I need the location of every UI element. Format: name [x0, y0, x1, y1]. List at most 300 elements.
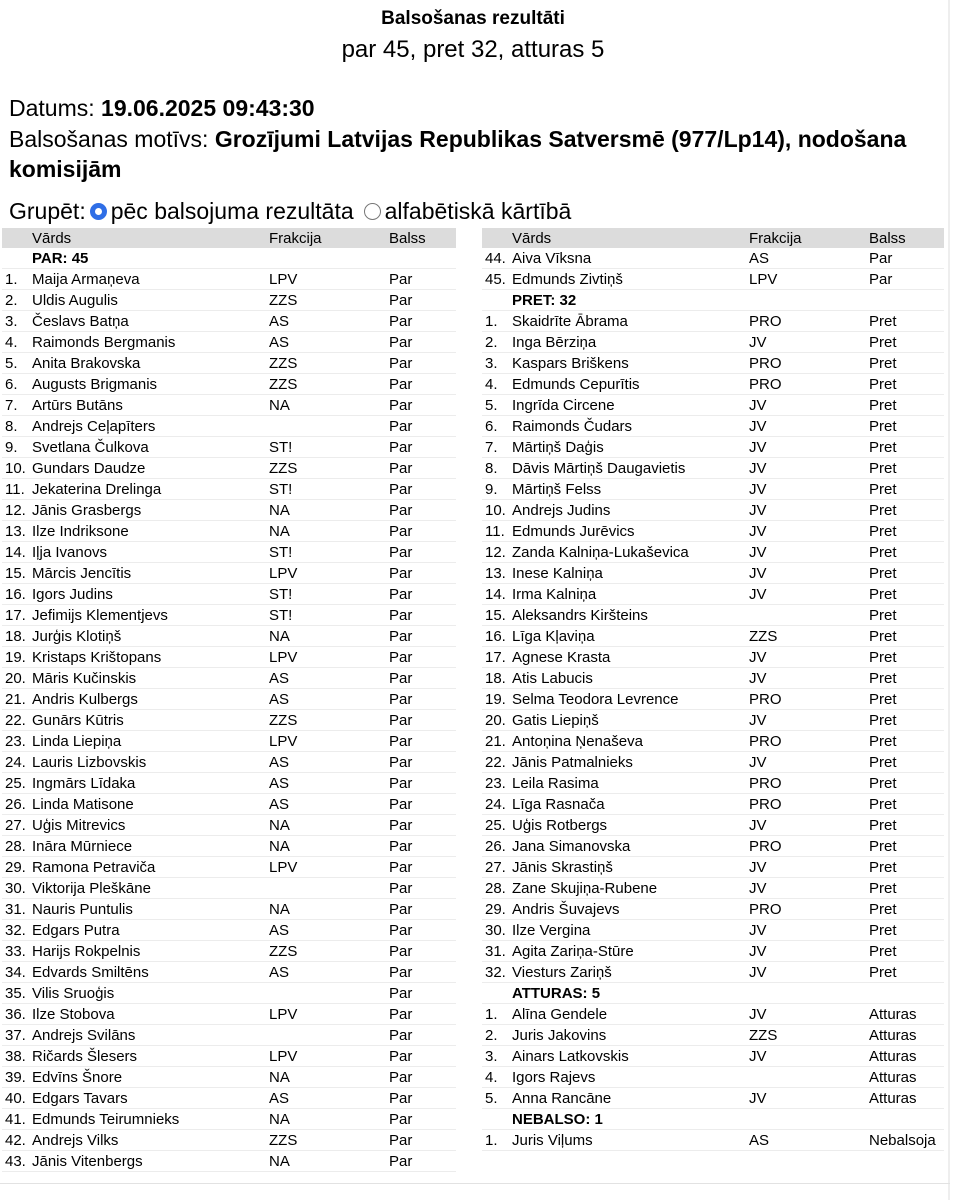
deputy-vote: Atturas: [869, 1069, 917, 1086]
date-value: 19.06.2025 09:43:30: [101, 95, 315, 121]
deputy-name: Skaidrīte Ābrama: [512, 313, 628, 330]
deputy-vote: Par: [389, 796, 413, 813]
deputy-name: Zane Skujiņa-Rubene: [512, 880, 658, 897]
deputy-name: Edmunds Cepurītis: [512, 376, 640, 393]
result-summary: par 45, pret 32, atturas 5: [341, 36, 605, 63]
deputy-faction: JV: [749, 586, 767, 603]
deputy-faction: JV: [749, 1090, 767, 1107]
row-number: 4.: [485, 376, 498, 393]
table-row: [482, 878, 944, 899]
group-heading: [482, 983, 944, 1004]
row-number: 44.: [485, 250, 506, 267]
deputy-faction: ZZS: [269, 712, 298, 729]
deputy-name: Igors Rajevs: [512, 1069, 596, 1086]
table-row: [2, 332, 456, 353]
table-row: [2, 773, 456, 794]
row-number: 19.: [485, 691, 506, 708]
row-number: 27.: [485, 859, 506, 876]
deputy-name: Atis Labucis: [512, 670, 593, 687]
deputy-name: Gundars Daudze: [32, 460, 146, 477]
table-row: [2, 1151, 456, 1172]
deputy-name: Maija Armaņeva: [32, 271, 140, 288]
deputy-name: Ilze Indriksone: [32, 523, 129, 540]
deputy-name: Andrejs Vilks: [32, 1132, 119, 1149]
row-number: 3.: [485, 355, 498, 372]
deputy-name: Uģis Mitrevics: [32, 817, 126, 834]
deputy-name: Raimonds Čudars: [512, 418, 633, 435]
table-row: [2, 836, 456, 857]
motive-label: Balsošanas motīvs:: [9, 126, 209, 152]
deputy-faction: AS: [269, 334, 290, 351]
table-row: [482, 899, 944, 920]
deputy-name: Inga Bērziņa: [512, 334, 597, 351]
group-heading: [2, 248, 456, 269]
deputy-vote: Pret: [869, 628, 897, 645]
deputy-name: Nauris Puntulis: [32, 901, 133, 918]
deputy-vote: Par: [389, 943, 413, 960]
deputy-name: Dāvis Mārtiņš Daugavietis: [512, 460, 686, 477]
deputy-name: Zanda Kalniņa-Lukaševica: [512, 544, 689, 561]
table-row: [2, 731, 456, 752]
row-number: 14.: [5, 544, 26, 561]
deputy-vote: Par: [389, 1006, 413, 1023]
deputy-name: Irma Kalniņa: [512, 586, 597, 603]
deputy-vote: Pret: [869, 523, 897, 540]
row-number: 24.: [485, 796, 506, 813]
deputy-name: Jana Simanovska: [512, 838, 631, 855]
deputy-vote: Pret: [869, 565, 897, 582]
row-number: 21.: [5, 691, 26, 708]
deputy-vote: Par: [389, 775, 413, 792]
deputy-faction: AS: [269, 754, 290, 771]
row-number: 11.: [485, 523, 505, 540]
deputy-faction: JV: [749, 964, 767, 981]
deputy-vote: Par: [389, 985, 413, 1002]
deputy-vote: Par: [389, 754, 413, 771]
deputy-faction: ZZS: [269, 292, 298, 309]
deputy-vote: Atturas: [869, 1090, 917, 1107]
deputy-faction: AS: [269, 1090, 290, 1107]
deputy-name: Vilis Sruoģis: [32, 985, 115, 1002]
deputy-name: Linda Matisone: [32, 796, 134, 813]
table-row: [2, 269, 456, 290]
radio-alphabetical-label[interactable]: alfabētiskā kārtībā: [384, 198, 572, 224]
deputy-name: Viesturs Zariņš: [512, 964, 612, 981]
group-label: Grupēt:: [9, 198, 86, 224]
deputy-faction: JV: [749, 859, 767, 876]
deputy-vote: Par: [389, 607, 413, 624]
deputy-vote: Pret: [869, 796, 897, 813]
deputy-vote: Par: [389, 292, 413, 309]
row-number: 16.: [5, 586, 26, 603]
table-row: [482, 332, 944, 353]
table-row: [2, 500, 456, 521]
column-header-name: Vārds: [512, 230, 552, 247]
deputy-faction: ZZS: [269, 1132, 298, 1149]
row-number: 17.: [5, 607, 26, 624]
deputy-faction: PRO: [749, 691, 782, 708]
deputy-vote: Atturas: [869, 1048, 917, 1065]
deputy-vote: Par: [389, 355, 413, 372]
table-row: [2, 437, 456, 458]
row-number: 33.: [5, 943, 26, 960]
table-row: [482, 752, 944, 773]
row-number: 9.: [485, 481, 498, 498]
table-row: [482, 269, 944, 290]
row-number: 2.: [485, 334, 498, 351]
deputy-vote: Par: [389, 565, 413, 582]
table-row: [482, 605, 944, 626]
table-row: [2, 584, 456, 605]
deputy-name: Juris Jakovins: [512, 1027, 607, 1044]
deputy-vote: Par: [389, 1069, 413, 1086]
row-number: 20.: [485, 712, 506, 729]
deputy-vote: Pret: [869, 880, 897, 897]
table-row: [482, 458, 944, 479]
column-header-name: Vārds: [32, 230, 72, 247]
deputy-faction: LPV: [269, 1006, 298, 1023]
deputy-faction: ZZS: [269, 943, 298, 960]
date-line: [9, 93, 315, 123]
deputy-faction: JV: [749, 670, 767, 687]
table-row: [2, 899, 456, 920]
deputy-name: Edmunds Zivtiņš: [512, 271, 623, 288]
group-heading: [482, 1109, 944, 1130]
row-number: 25.: [485, 817, 506, 834]
table-row: [2, 1088, 456, 1109]
deputy-name: Andris Šuvajevs: [512, 901, 620, 918]
group-title: ATTURAS: 5: [512, 985, 601, 1002]
row-number: 26.: [5, 796, 26, 813]
deputy-vote: Pret: [869, 859, 897, 876]
deputy-faction: NA: [269, 628, 290, 645]
table-row: [482, 500, 944, 521]
table-row: [2, 416, 456, 437]
deputy-name: Mārtiņš Felss: [512, 481, 602, 498]
deputy-faction: AS: [269, 922, 290, 939]
deputy-name: Harijs Rokpelnis: [32, 943, 141, 960]
deputy-vote: Par: [389, 397, 413, 414]
table-row: [482, 941, 944, 962]
date-label: Datums:: [9, 95, 95, 121]
table-row: [2, 395, 456, 416]
deputy-vote: Pret: [869, 754, 897, 771]
deputy-vote: Pret: [869, 439, 897, 456]
row-number: 4.: [5, 334, 18, 351]
table-row: [482, 584, 944, 605]
deputy-name: Igors Judins: [32, 586, 113, 603]
deputy-faction: JV: [749, 334, 767, 351]
motive-line: [9, 124, 909, 184]
deputy-name: Leila Rasima: [512, 775, 599, 792]
deputy-name: Māris Kučinskis: [32, 670, 137, 687]
deputy-vote: Par: [389, 1048, 413, 1065]
deputy-name: Kristaps Krištopans: [32, 649, 162, 666]
deputy-name: Jānis Skrastiņš: [512, 859, 613, 876]
row-number: 25.: [5, 775, 26, 792]
deputy-faction: JV: [749, 502, 767, 519]
table-row: [2, 1004, 456, 1025]
deputy-vote: Pret: [869, 670, 897, 687]
deputy-vote: Pret: [869, 586, 897, 603]
table-header: [2, 228, 456, 248]
deputy-vote: Pret: [869, 397, 897, 414]
deputy-faction: JV: [749, 1048, 767, 1065]
table-row: [2, 941, 456, 962]
deputy-name: Viktorija Pleškāne: [32, 880, 151, 897]
deputy-name: Anita Brakovska: [32, 355, 141, 372]
deputy-name: Aiva Vīksna: [512, 250, 592, 267]
deputy-faction: PRO: [749, 901, 782, 918]
deputy-name: Ilze Stobova: [32, 1006, 115, 1023]
table-row: [2, 1109, 456, 1130]
deputy-name: Jānis Vitenbergs: [32, 1153, 143, 1170]
deputy-faction: JV: [749, 439, 767, 456]
table-row: [2, 668, 456, 689]
deputy-vote: Pret: [869, 502, 897, 519]
deputy-faction: NA: [269, 502, 290, 519]
table-row: [482, 836, 944, 857]
deputy-vote: Par: [389, 1111, 413, 1128]
deputy-name: Jurģis Klotiņš: [32, 628, 122, 645]
deputy-name: Ainars Latkovskis: [512, 1048, 629, 1065]
table-row: [482, 542, 944, 563]
row-number: 16.: [485, 628, 506, 645]
deputy-faction: AS: [269, 313, 290, 330]
row-number: 8.: [485, 460, 498, 477]
table-row: [2, 1046, 456, 1067]
deputy-vote: Pret: [869, 544, 897, 561]
row-number: 11.: [5, 481, 25, 498]
row-number: 31.: [5, 901, 26, 918]
deputy-faction: AS: [269, 964, 290, 981]
deputy-name: Ilze Vergina: [512, 922, 591, 939]
deputy-faction: JV: [749, 1006, 767, 1023]
deputy-faction: LPV: [269, 565, 298, 582]
table-row: [482, 731, 944, 752]
deputy-name: Edmunds Jurēvics: [512, 523, 635, 540]
deputy-faction: JV: [749, 817, 767, 834]
table-row: [482, 689, 944, 710]
deputy-vote: Pret: [869, 901, 897, 918]
deputy-faction: LPV: [269, 733, 298, 750]
row-number: 38.: [5, 1048, 26, 1065]
deputy-name: Uģis Rotbergs: [512, 817, 608, 834]
deputy-vote: Pret: [869, 313, 897, 330]
deputy-name: Jefimijs Klementjevs: [32, 607, 168, 624]
deputy-faction: ZZS: [749, 628, 778, 645]
deputy-vote: Pret: [869, 775, 897, 792]
deputy-faction: AS: [269, 796, 290, 813]
bottom-divider: [0, 1183, 950, 1184]
deputy-vote: Pret: [869, 355, 897, 372]
row-number: 14.: [485, 586, 506, 603]
deputy-faction: ST!: [269, 586, 293, 603]
table-row: [2, 542, 456, 563]
row-number: 31.: [485, 943, 506, 960]
row-number: 30.: [5, 880, 26, 897]
row-number: 23.: [485, 775, 506, 792]
row-number: 22.: [485, 754, 506, 771]
deputy-vote: Pret: [869, 481, 897, 498]
deputy-name: Ingmārs Līdaka: [32, 775, 136, 792]
deputy-faction: JV: [749, 523, 767, 540]
deputy-vote: Pret: [869, 817, 897, 834]
table-row: [482, 353, 944, 374]
row-number: 12.: [485, 544, 506, 561]
deputy-name: Gatis Liepiņš: [512, 712, 599, 729]
deputy-faction: ST!: [269, 544, 293, 561]
table-row: [2, 710, 456, 731]
table-row: [482, 416, 944, 437]
row-number: 1.: [485, 1006, 498, 1023]
deputy-name: Uldis Augulis: [32, 292, 118, 309]
deputy-faction: AS: [269, 775, 290, 792]
deputy-faction: JV: [749, 460, 767, 477]
group-title: PRET: 32: [512, 292, 577, 309]
deputy-name: Juris Viļums: [512, 1132, 593, 1149]
deputy-faction: ST!: [269, 481, 293, 498]
row-number: 32.: [5, 922, 26, 939]
deputy-name: Edmunds Teirumnieks: [32, 1111, 180, 1128]
table-row: [482, 815, 944, 836]
deputy-name: Jekaterina Drelinga: [32, 481, 162, 498]
row-number: 2.: [485, 1027, 498, 1044]
deputy-name: Andrejs Ceļapīters: [32, 418, 156, 435]
deputy-vote: Par: [389, 544, 413, 561]
row-number: 30.: [485, 922, 506, 939]
row-number: 6.: [5, 376, 18, 393]
table-row: [2, 983, 456, 1004]
deputy-vote: Par: [389, 649, 413, 666]
deputy-faction: NA: [269, 901, 290, 918]
row-number: 29.: [5, 859, 26, 876]
deputy-name: Svetlana Čulkova: [32, 439, 149, 456]
row-number: 41.: [5, 1111, 26, 1128]
deputy-faction: ZZS: [749, 1027, 778, 1044]
table-row: [482, 1004, 944, 1025]
group-heading: [482, 290, 944, 311]
row-number: 4.: [485, 1069, 498, 1086]
deputy-name: Edgars Putra: [32, 922, 120, 939]
deputy-name: Līga Rasnača: [512, 796, 605, 813]
deputy-vote: Par: [389, 901, 413, 918]
deputy-name: Iļja Ivanovs: [32, 544, 108, 561]
deputy-name: Alīna Gendele: [512, 1006, 608, 1023]
table-row: [482, 710, 944, 731]
deputy-faction: LPV: [269, 271, 298, 288]
deputy-faction: LPV: [269, 859, 298, 876]
deputy-name: Ināra Mūrniece: [32, 838, 133, 855]
deputy-faction: JV: [749, 943, 767, 960]
deputy-faction: AS: [269, 691, 290, 708]
deputy-faction: NA: [269, 838, 290, 855]
deputy-vote: Pret: [869, 922, 897, 939]
table-row: [2, 374, 456, 395]
deputy-name: Ričards Šlesers: [32, 1048, 138, 1065]
radio-by-result[interactable]: [90, 203, 107, 220]
deputy-vote: Par: [389, 733, 413, 750]
row-number: 43.: [5, 1153, 26, 1170]
deputy-vote: Par: [389, 481, 413, 498]
row-number: 19.: [5, 649, 26, 666]
deputy-name: Agnese Krasta: [512, 649, 611, 666]
deputy-name: Linda Liepiņa: [32, 733, 122, 750]
deputy-vote: Par: [389, 1132, 413, 1149]
table-row: [2, 626, 456, 647]
table-row: [482, 920, 944, 941]
deputy-name: Līga Kļaviņa: [512, 628, 595, 645]
deputy-faction: ST!: [269, 439, 293, 456]
row-number: 27.: [5, 817, 26, 834]
row-number: 5.: [5, 355, 18, 372]
deputy-name: Edgars Tavars: [32, 1090, 128, 1107]
row-number: 13.: [5, 523, 26, 540]
row-number: 18.: [5, 628, 26, 645]
deputy-name: Antoņina Ņenaševa: [512, 733, 643, 750]
deputy-vote: Par: [389, 376, 413, 393]
table-row: [2, 647, 456, 668]
row-number: 32.: [485, 964, 506, 981]
deputy-vote: Pret: [869, 964, 897, 981]
table-row: [2, 752, 456, 773]
deputy-faction: AS: [749, 250, 770, 267]
table-row: [482, 626, 944, 647]
table-row: [482, 479, 944, 500]
deputy-vote: Par: [389, 1153, 413, 1170]
deputy-vote: Par: [389, 964, 413, 981]
deputy-vote: Par: [389, 817, 413, 834]
row-number: 7.: [485, 439, 498, 456]
deputy-faction: JV: [749, 754, 767, 771]
deputy-name: Ramona Petraviča: [32, 859, 156, 876]
table-row: [482, 1067, 944, 1088]
deputy-faction: PRO: [749, 838, 782, 855]
radio-alphabetical[interactable]: [364, 203, 381, 220]
deputy-vote: Par: [389, 418, 413, 435]
table-row: [2, 353, 456, 374]
deputy-vote: Par: [389, 439, 413, 456]
deputy-name: Mārtiņš Daģis: [512, 439, 604, 456]
deputy-vote: Par: [389, 271, 413, 288]
radio-by-result-label[interactable]: pēc balsojuma rezultāta: [110, 198, 354, 224]
deputy-vote: Pret: [869, 733, 897, 750]
table-row: [482, 1130, 944, 1151]
deputy-faction: NA: [269, 1153, 290, 1170]
column-header-vote: Balss: [869, 230, 906, 247]
deputy-name: Artūrs Butāns: [32, 397, 123, 414]
deputy-vote: Pret: [869, 943, 897, 960]
deputy-name: Andrejs Svilāns: [32, 1027, 136, 1044]
deputy-faction: LPV: [269, 649, 298, 666]
deputy-vote: Par: [389, 859, 413, 876]
deputy-faction: PRO: [749, 313, 782, 330]
deputy-faction: JV: [749, 922, 767, 939]
deputy-vote: Par: [389, 712, 413, 729]
table-row: [2, 1130, 456, 1151]
table-row: [2, 962, 456, 983]
deputy-vote: Pret: [869, 607, 897, 624]
row-number: 39.: [5, 1069, 26, 1086]
table-row: [2, 1067, 456, 1088]
deputy-vote: Atturas: [869, 1006, 917, 1023]
deputy-vote: Par: [389, 628, 413, 645]
deputy-vote: Par: [389, 502, 413, 519]
deputy-name: Andris Kulbergs: [32, 691, 138, 708]
table-row: [482, 1025, 944, 1046]
row-number: 40.: [5, 1090, 26, 1107]
deputy-vote: Par: [389, 334, 413, 351]
